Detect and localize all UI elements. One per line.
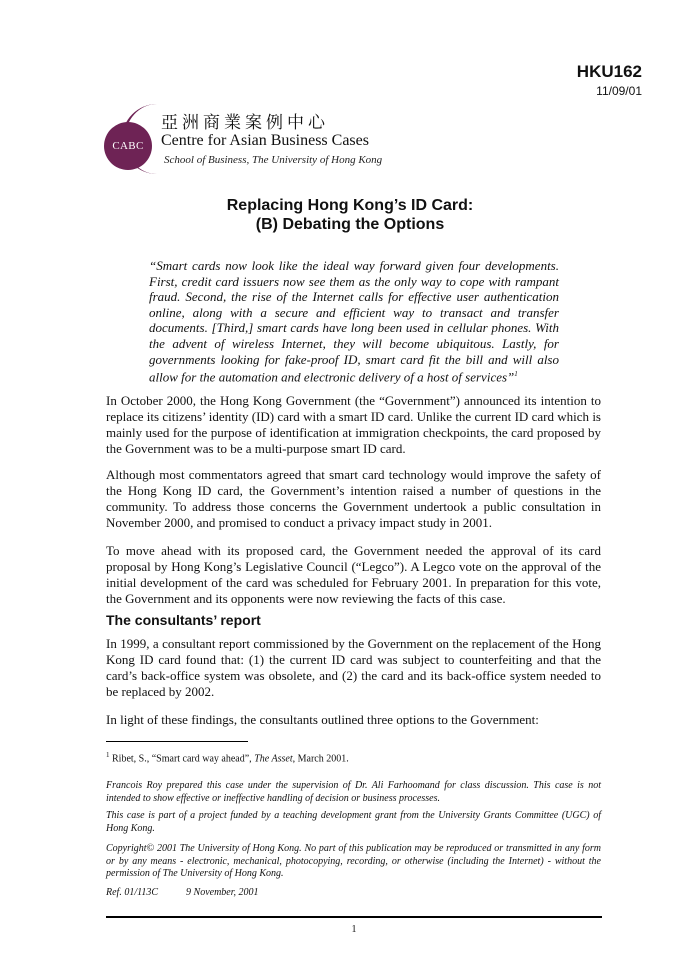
cabc-logo — [104, 104, 384, 176]
footnote-text-end: , March 2001. — [292, 753, 349, 765]
footer-rule — [106, 916, 602, 918]
case-date: 11/09/01 — [596, 84, 642, 98]
page-number: 1 — [351, 924, 357, 935]
paragraph-2: Although most commentators agreed that smart card technology would improve the safety of the Hong Kong ID card, the Government’s intention raised a number of questions in the community. To address those concerns the Government undertook a public consultation in November 2000, and promised to conduct a privacy impact study in 2001. — [106, 467, 601, 530]
preparation-note: Francois Roy prepared this case under the supervision of Dr. Ali Farhoomand for class discussion. This case is not intended to show effective or ineffective handling of decision or business processes. — [106, 780, 601, 804]
footnote-rule — [106, 741, 248, 742]
quote-footnote-mark: 1 — [514, 370, 518, 379]
section-heading: The consultants’ report — [106, 612, 261, 628]
reference-line — [106, 887, 287, 898]
footnote — [106, 751, 349, 764]
paragraph-1: In October 2000, the Hong Kong Government (the “Government”) announced its intention to replace its citizens’ identity (ID) card with a smart ID card. Unlike the current ID card which is mainly used for the purpose of identification at immigration checkpoints, the card proposed by the Government was to be a multi-purpose smart ID card. — [106, 393, 601, 456]
footnote-text: Ribet, S., “Smart card way ahead”, — [112, 753, 255, 765]
document-title-line2: (B) Debating the Options — [255, 216, 445, 233]
footnote-source: The Asset — [254, 753, 293, 765]
epigraph-quote — [149, 258, 559, 385]
funding-note: This case is part of a project funded by a teaching development grant from the University Grants Committee (UGC) of Hong Kong. — [106, 810, 601, 834]
copyright-note: Copyright© 2001 The University of Hong Kong. No part of this publication may be reproduced or transmitted in any form or by any means - electronic, mechanical, photocopying, recording, or otherwise (including the Internet) - without the permission of The University of Hong Kong. — [106, 843, 601, 879]
reference-date: 9 November, 2001 — [186, 887, 259, 898]
paragraph-3: To move ahead with its proposed card, the Government needed the approval of its card proposal by Hong Kong’s Legislative Council (“Legco”). A Legco vote on the approval of the initial development of the card was scheduled for February 2001. In preparation for this vote, the Government and its opponents were now reviewing the facts of this case. — [106, 543, 601, 606]
logo-affiliation: School of Business, The University of Hong Kong — [164, 154, 383, 166]
reference-code: Ref. 01/113C — [106, 887, 159, 898]
quote-text: “Smart cards now look like the ideal way forward given four developments. First, credit card issuers now see them as the only way to cope with rampant fraud. Second, the rise of the Internet calls for effective user authentication online, along with a secure and efficient way to transact and transfer documents. [Third,] smart cards have long been used in cellular phones. With the advent of wireless Internet, they will become ubiquitous. Lastly, for governments looking for fake-proof ID, smart card fit the bill and will also allow for the automation and electronic delivery of a host of services” — [149, 258, 559, 385]
logo-badge: CABC — [104, 122, 152, 170]
logo-english-name: Centre for Asian Business Cases — [161, 132, 369, 149]
case-code: HKU162 — [576, 62, 642, 81]
logo-chinese-name: 亞洲商業案例中心 — [161, 113, 329, 133]
footnote-mark: 1 — [106, 751, 110, 759]
document-title-line1: Replacing Hong Kong’s ID Card: — [226, 197, 474, 214]
paragraph-5: In light of these findings, the consultants outlined three options to the Government: — [106, 712, 539, 727]
paragraph-4: In 1999, a consultant report commissioned by the Government on the replacement of the Hong Kong ID card found that: (1) the current ID card was subject to counterfeiting and that the card’s back-office system was obsolete, and (2) the card and its back-office system needed to be replaced by 2002. — [106, 636, 601, 699]
